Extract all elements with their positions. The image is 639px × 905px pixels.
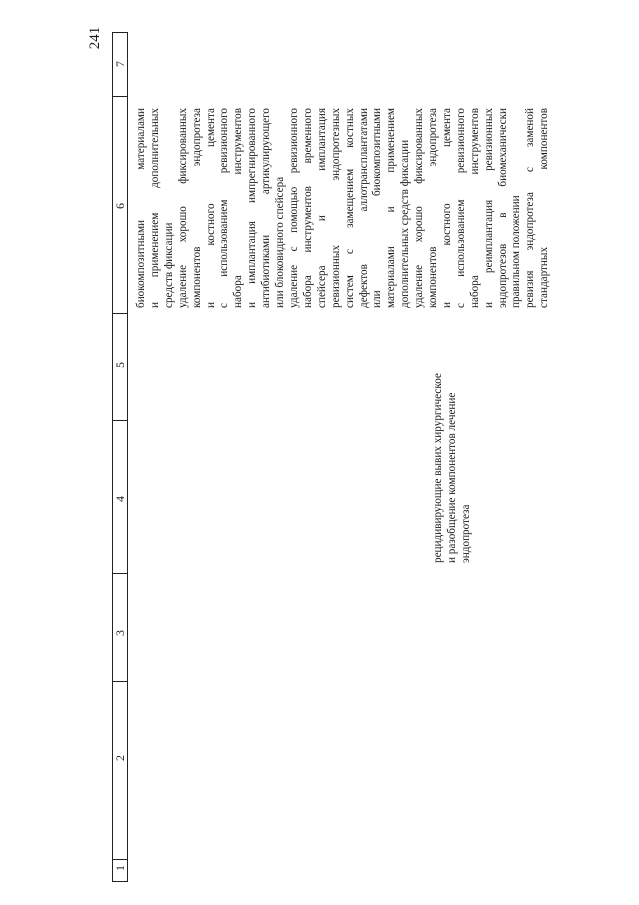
text-line: компонентов эндопротеза bbox=[427, 108, 440, 308]
text-line: компонентов эндопротеза bbox=[190, 108, 203, 308]
text-line: дополнительных средств фиксации bbox=[399, 139, 412, 308]
column-number-6: 6 bbox=[112, 203, 127, 209]
table-top-border bbox=[112, 32, 128, 33]
column-number-3: 3 bbox=[112, 630, 127, 636]
column-divider bbox=[112, 313, 128, 314]
page-number: 241 bbox=[86, 26, 103, 50]
text-line: средств фиксации bbox=[162, 222, 175, 308]
column-number-2: 2 bbox=[112, 755, 127, 761]
text-line: с использованием ревизионного bbox=[454, 108, 467, 308]
text-line: биокомпозитными материалами bbox=[135, 108, 147, 308]
text-line: набора инструментов bbox=[232, 108, 245, 308]
text-line: и реимплантация ревизионных bbox=[482, 108, 495, 308]
text-line: антибиотиками артикулирующего bbox=[260, 108, 273, 308]
column-divider bbox=[112, 681, 128, 682]
text-line: и разобщение компонентов лечение bbox=[445, 392, 458, 563]
table-bottom-border bbox=[112, 881, 128, 882]
text-line: или биокомпозитными bbox=[371, 108, 384, 308]
text-line: стандартных компонентов bbox=[538, 108, 551, 308]
text-line: и костного цемента bbox=[204, 108, 217, 308]
column-number-5: 5 bbox=[112, 362, 127, 368]
text-line: и применением дополнительных bbox=[148, 108, 161, 308]
text-line: удаление с помощью ревизионного bbox=[287, 108, 300, 308]
text-line: ревизионных эндопротезных bbox=[329, 108, 342, 308]
column-divider bbox=[112, 420, 128, 421]
text-line: систем с замещением костных bbox=[343, 108, 356, 308]
text-line: спейсера и имплантация bbox=[315, 108, 328, 308]
text-line: набора инструментов bbox=[468, 108, 481, 308]
text-line: материалами и применением bbox=[385, 108, 398, 308]
text-line: ревизия эндопротеза с заменой bbox=[524, 108, 537, 308]
text-line: удаление хорошо фиксированных bbox=[413, 108, 426, 308]
text-line: эндопротезов в биомеханически bbox=[496, 108, 509, 308]
text-line: с использованием ревизионного bbox=[218, 108, 231, 308]
column-number-1: 1 bbox=[112, 865, 127, 871]
column-4-text bbox=[432, 373, 474, 563]
column-divider bbox=[112, 96, 128, 97]
column-6-text bbox=[135, 108, 552, 308]
text-line: эндопротеза bbox=[459, 504, 472, 563]
text-line: и костного цемента bbox=[440, 108, 453, 308]
text-line: и имплантация импрегнированного bbox=[246, 108, 259, 308]
text-line: или блоковидного спейсера bbox=[274, 176, 287, 308]
column-divider bbox=[112, 573, 128, 574]
text-line: правильном положении bbox=[510, 195, 523, 308]
column-number-4: 4 bbox=[112, 496, 127, 502]
text-line: набора инструментов временного bbox=[301, 108, 314, 308]
text-line: удаление хорошо фиксированных bbox=[176, 108, 189, 308]
text-line: дефектов аллотрансплантатами bbox=[357, 108, 370, 308]
column-number-7: 7 bbox=[112, 61, 127, 67]
text-line: рецидивирующие вывих хирургическое bbox=[432, 373, 444, 563]
